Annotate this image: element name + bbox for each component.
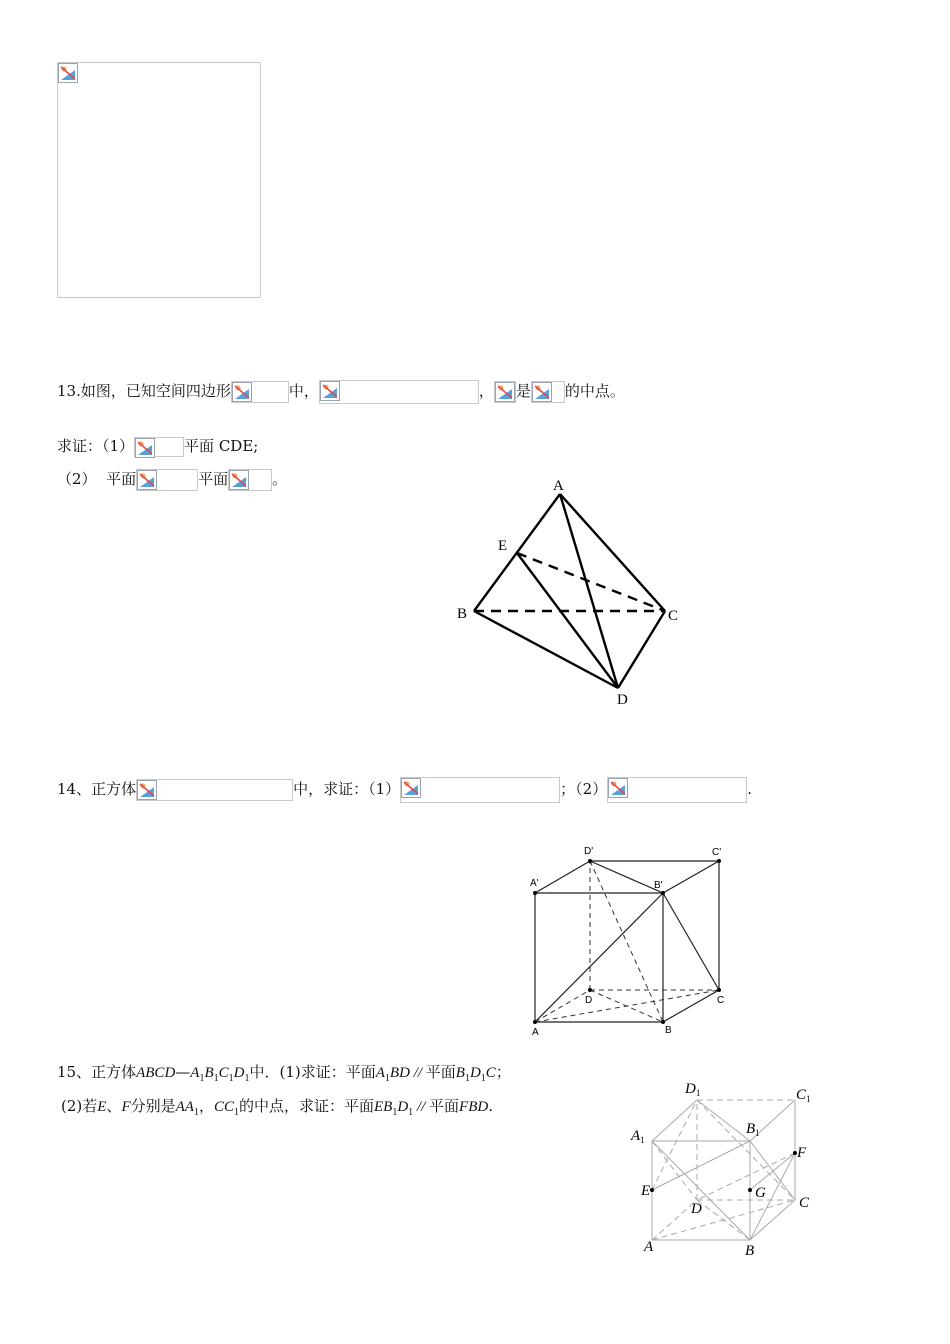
- edge-cd: [618, 611, 665, 688]
- broken-image-icon: [495, 382, 515, 402]
- q13-line3: [57, 469, 287, 491]
- q15-sep1: 、: [106, 1097, 122, 1115]
- point-g: [748, 1188, 752, 1192]
- q15-e: E: [97, 1099, 107, 1115]
- q14-end: .: [747, 780, 752, 798]
- label-g: G: [755, 1185, 766, 1201]
- broken-image-icon: [401, 778, 421, 798]
- edge-ad: [560, 494, 618, 688]
- q13-shi: 是: [515, 382, 531, 400]
- q15-plane-b1d1c: $B_1D_1C$: [455, 1065, 496, 1084]
- q15-cube-figure: [625, 1075, 825, 1265]
- label-d: D: [691, 1201, 702, 1217]
- broken-image-icon: [229, 470, 249, 490]
- q15-semi: ；: [495, 1063, 511, 1081]
- label-e: E: [641, 1183, 651, 1199]
- label-c: C: [668, 608, 679, 624]
- edge-b-c: [663, 990, 719, 1022]
- q13-line1: [57, 380, 625, 404]
- label-d: D: [617, 692, 628, 708]
- hidden-d1-c: [697, 1100, 795, 1200]
- label-b1: $B_1$: [746, 1121, 760, 1138]
- q15-aa1: $AA_1$: [175, 1099, 199, 1118]
- q13-prove: 求证：（1）: [57, 437, 135, 455]
- q15-plane2: 平面: [429, 1097, 460, 1115]
- q13-number: 13.: [57, 382, 81, 400]
- q15-mid: 的中点，求证：平面: [238, 1097, 374, 1115]
- q13-part2-prefix: （2）: [57, 470, 97, 488]
- formula-image: [231, 381, 289, 403]
- q14-middle: 中，求证：（1）: [293, 780, 401, 798]
- q15-cube-label: 正方体: [91, 1063, 137, 1081]
- broken-image-icon: [532, 382, 552, 402]
- label-f: F: [797, 1145, 807, 1161]
- parallel-symbol: //: [413, 1099, 430, 1115]
- q15-plane-eb1d1: $EB_1D_1$: [374, 1099, 414, 1118]
- label-b: B: [457, 606, 468, 622]
- q15-part2: (2)若: [61, 1097, 98, 1115]
- q15-zhong: 中．: [249, 1063, 280, 1081]
- label-c: C: [717, 995, 725, 1006]
- label-c1: C': [712, 847, 722, 858]
- label-d: D: [585, 995, 593, 1006]
- point-e: [650, 1188, 654, 1192]
- q14-line: [57, 777, 752, 803]
- broken-image-icon: [58, 63, 78, 83]
- parallel-symbol: //: [409, 1065, 426, 1081]
- q15-comma: ，: [198, 1097, 214, 1115]
- label-a: A: [553, 478, 564, 494]
- q14-intro: 正方体: [91, 780, 137, 798]
- q15-line1: [57, 1062, 511, 1089]
- q15-line2: [61, 1096, 493, 1123]
- q15-split: 分别是: [130, 1097, 176, 1115]
- diag-a1-b: [652, 1141, 750, 1240]
- broken-image-icon: [608, 778, 628, 798]
- diag-b1-c: [663, 893, 719, 990]
- edge-bd: [474, 611, 618, 688]
- formula-image: [607, 777, 747, 803]
- label-a1: A': [530, 878, 539, 889]
- formula-image: [136, 469, 198, 491]
- q15-part1: (1)求证：平面: [279, 1063, 376, 1081]
- hidden-d-b: [590, 990, 663, 1022]
- label-c1: $C_1$: [796, 1087, 811, 1104]
- hidden-a-c: [652, 1200, 795, 1240]
- q13-plane1: 平面: [106, 470, 137, 488]
- q13-midpoint: 的中点。: [564, 382, 625, 400]
- q13-comma: ，: [478, 382, 494, 400]
- q13-plane2: 平面: [198, 470, 229, 488]
- q13-line2: [57, 436, 258, 457]
- edge-a1-d1: [535, 861, 590, 893]
- q13-zhong: 中，: [288, 382, 319, 400]
- q13-end: 。: [272, 470, 288, 488]
- q15-dash: —: [175, 1063, 191, 1081]
- edge-ac: [560, 494, 665, 611]
- label-a: A: [532, 1027, 539, 1038]
- diag-d1-b1: [697, 1100, 750, 1141]
- label-a: A: [644, 1239, 654, 1255]
- formula-image: [136, 779, 293, 801]
- q15-plane-a1bd: $A_1BD$: [375, 1065, 410, 1084]
- label-c: C: [799, 1195, 810, 1211]
- edge-a1-d1: [652, 1100, 697, 1141]
- broken-image-icon: [320, 381, 340, 401]
- q15-number: 15、: [57, 1063, 92, 1081]
- label-d1: $D_1$: [685, 1081, 701, 1098]
- formula-image: [400, 777, 560, 803]
- q15-plane: 平面: [425, 1063, 456, 1081]
- broken-image-icon: [137, 780, 157, 800]
- label-b1: B': [654, 880, 663, 891]
- label-b: B: [665, 1025, 672, 1036]
- q14-number: 14、: [57, 780, 92, 798]
- label-b: B: [745, 1243, 755, 1259]
- formula-image: [494, 381, 516, 403]
- broken-image-icon: [232, 382, 252, 402]
- q15-cube-main: ABCD: [136, 1065, 176, 1081]
- q15-cc1: $CC_1$: [213, 1099, 239, 1118]
- label-d1: D': [584, 846, 594, 857]
- edge-b1-c1: [663, 861, 719, 893]
- diag-e-b1: [652, 1141, 750, 1190]
- q15-f: F: [121, 1099, 131, 1115]
- formula-image: [134, 437, 184, 457]
- q13-tetrahedron-figure: [440, 470, 700, 715]
- q14-sep: ；（2）: [560, 780, 608, 798]
- q15-plane-fbd: FBD: [459, 1099, 489, 1115]
- formula-image: [531, 381, 565, 403]
- q13-intro: 如图，已知空间四边形: [80, 382, 231, 400]
- q15-end: .: [488, 1097, 493, 1115]
- formula-image: [228, 469, 272, 491]
- hidden-e-d1: [652, 1100, 697, 1190]
- label-a1: $A_1$: [631, 1128, 645, 1145]
- q13-part1-suffix: 平面 CDE;: [184, 437, 259, 455]
- q14-cube-figure: [520, 840, 740, 1040]
- q15-cube-vertices: $A_1B_1C_1D_1$: [190, 1065, 250, 1084]
- image-placeholder-top: [57, 62, 261, 298]
- label-e: E: [498, 538, 508, 554]
- broken-image-icon: [137, 470, 157, 490]
- formula-image: [319, 380, 479, 404]
- hidden-d1-b: [590, 861, 663, 1022]
- broken-image-icon: [135, 438, 155, 458]
- diag-d1-b1: [590, 861, 663, 893]
